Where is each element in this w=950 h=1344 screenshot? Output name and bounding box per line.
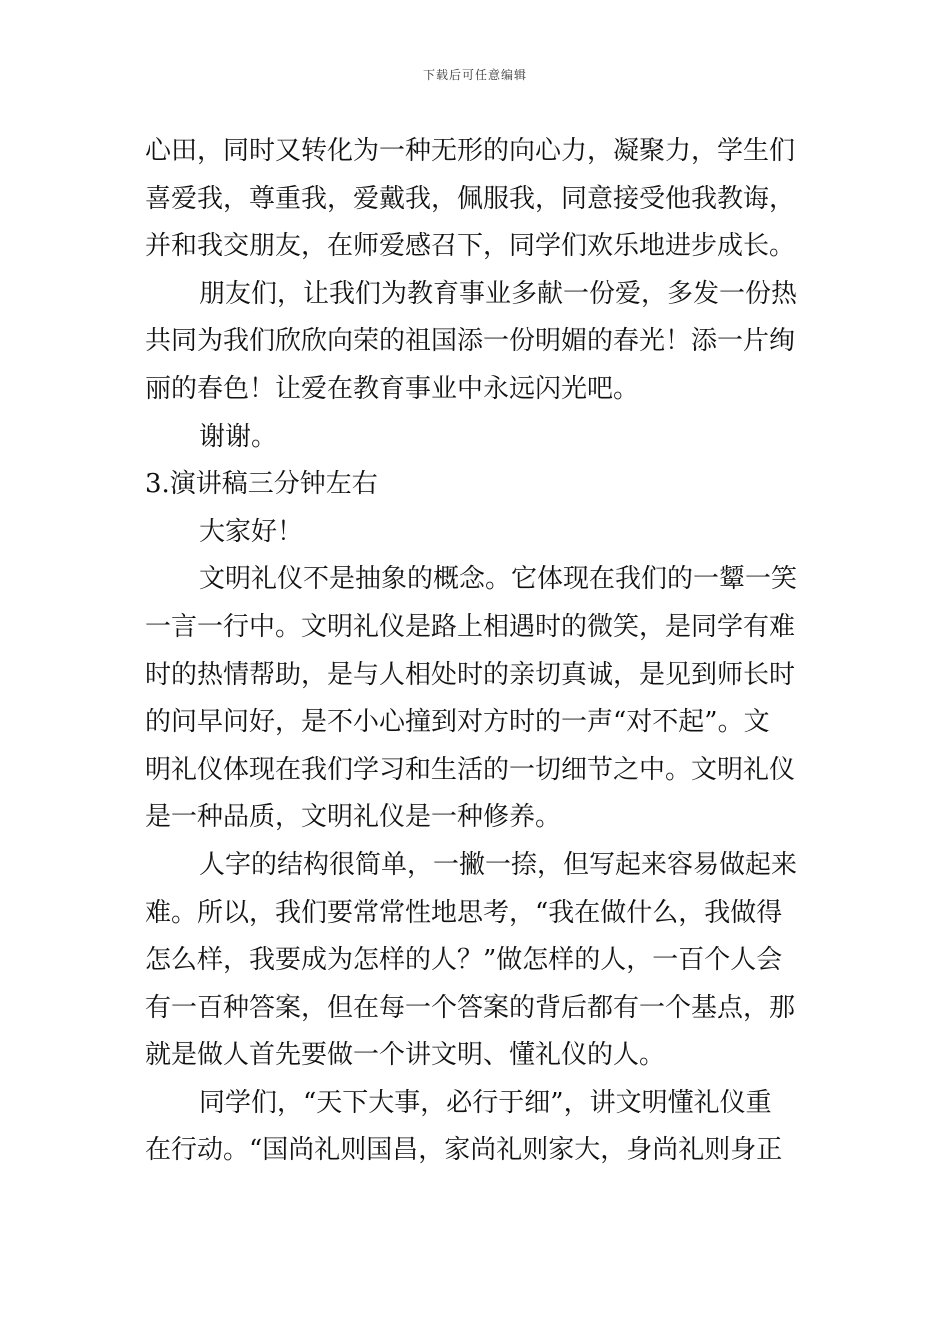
text-line: 一言一行中。文明礼仪是路上相遇时的微笑，是同学有难 [145,611,796,642]
text-line: 有一百种答案，但在每一个答案的背后都有一个基点，那 [145,992,796,1023]
text-line: 共同为我们欣欣向荣的祖国添一份明媚的春光！添一片绚 [145,326,796,357]
text-line: 心田，同时又转化为一种无形的向心力，凝聚力，学生们 [145,136,796,166]
text-line: 朋友们，让我们为教育事业多献一份爱，多发一份热 [199,278,798,309]
document-body [145,128,810,1175]
text-line: 在行动。“国尚礼则国昌，家尚礼则家大，身尚礼则身正 [145,1135,783,1166]
text-line: 怎么样，我要成为怎样的人？”做怎样的人，一百个人会 [145,945,783,976]
text-line: 文明礼仪不是抽象的概念。它体现在我们的一颦一笑 [199,564,798,595]
text-line: 丽的春色！让爱在教育事业中永远闪光吧。 [145,373,640,404]
text-line: 时的热情帮助，是与人相处时的亲切真诚，是见到师长时 [145,659,796,690]
text-line: 喜爱我，尊重我，爱戴我，佩服我，同意接受他我教诲， [145,183,796,214]
text-line: 谢谢。 [199,421,278,452]
text-line: 同学们，“天下大事，必行于细”，讲文明懂礼仪重 [199,1087,772,1118]
text-line: 是一种品质，文明礼仪是一种修养。 [145,802,562,833]
text-line: 并和我交朋友，在师爱感召下，同学们欢乐地进步成长。 [145,231,796,262]
text-line: 大家好！ [199,516,304,547]
text-line: 就是做人首先要做一个讲文明、懂礼仪的人。 [145,1040,666,1071]
text-line: 的问早问好，是不小心撞到对方时的一声“对不起”。文 [145,707,770,738]
text-line: 人字的结构很简单，一撇一捺，但写起来容易做起来 [199,849,798,880]
text-line: 难。所以，我们要常常性地思考，“我在做什么，我做得 [145,897,783,928]
page-header: 下载后可任意编辑 [422,68,527,82]
section-heading: 3.演讲稿三分钟左右 [145,469,378,500]
text-line: 明礼仪体现在我们学习和生活的一切细节之中。文明礼仪 [145,754,796,785]
